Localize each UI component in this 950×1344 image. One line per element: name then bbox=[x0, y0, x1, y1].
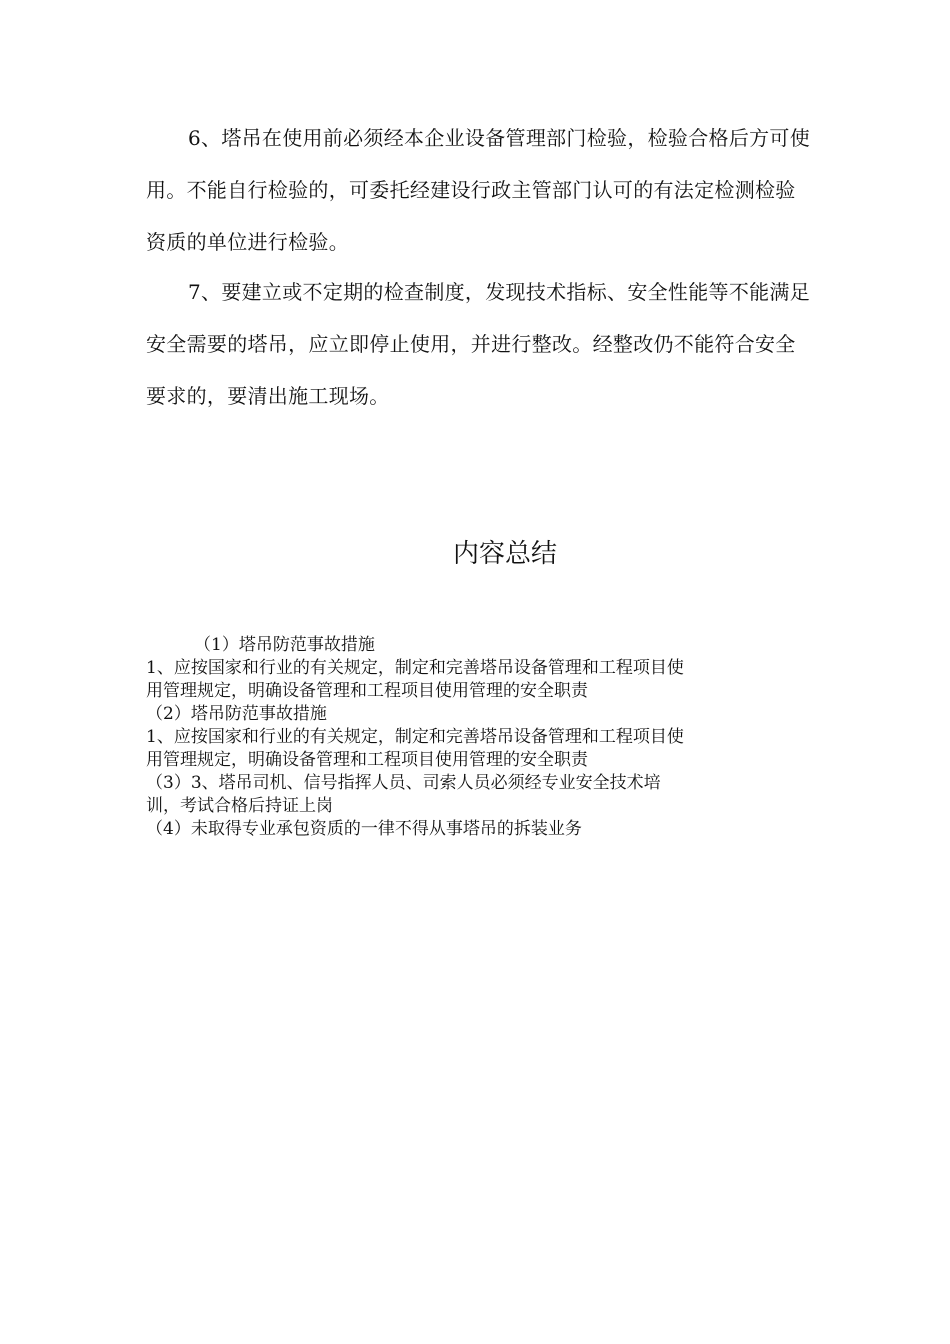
summary-line: 用管理规定，明确设备管理和工程项目使用管理的安全职责 bbox=[146, 681, 588, 701]
paragraph-7: 7、要建立或不定期的检查制度，发现技术指标、安全性能等不能满足安全需要的塔吊，应立即停止使用，并进行整改。经整改仍不能符合安全要求的，要清出施工现场。 bbox=[146, 280, 811, 408]
summary-line: （1）塔吊防范事故措施 bbox=[194, 635, 375, 655]
summary-line: 1、应按国家和行业的有关规定，制定和完善塔吊设备管理和工程项目使 bbox=[146, 658, 684, 678]
summary-line: （4）未取得专业承包资质的一律不得从事塔吊的拆装业务 bbox=[146, 819, 582, 839]
summary-line: （3）3、塔吊司机、信号指挥人员、司索人员必须经专业安全技术培 bbox=[146, 773, 661, 793]
paragraph-6: 6、塔吊在使用前必须经本企业设备管理部门检验，检验合格后方可使用。不能自行检验的，可委托经建设行政主管部门认可的有法定检测检验资质的单位进行检验。 bbox=[146, 126, 811, 254]
summary-line: 1、应按国家和行业的有关规定，制定和完善塔吊设备管理和工程项目使 bbox=[146, 727, 684, 747]
summary-block bbox=[146, 634, 811, 841]
summary-title: 内容总结 bbox=[452, 539, 557, 569]
summary-line: 用管理规定，明确设备管理和工程项目使用管理的安全职责 bbox=[146, 750, 588, 770]
summary-line: （2）塔吊防范事故措施 bbox=[146, 704, 327, 724]
summary-line: 训，考试合格后持证上岗 bbox=[146, 796, 333, 816]
